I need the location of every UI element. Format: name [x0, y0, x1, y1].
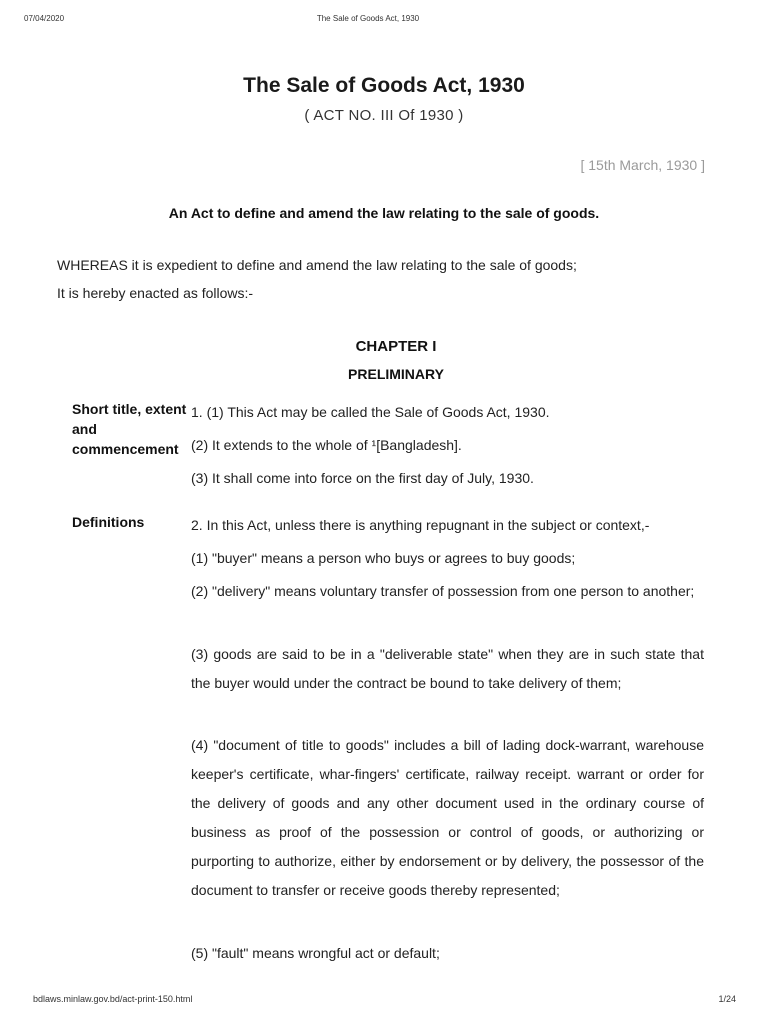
- chapter-subtitle: PRELIMINARY: [348, 366, 444, 382]
- print-page-title: The Sale of Goods Act, 1930: [316, 14, 420, 23]
- chapter-title: CHAPTER I: [355, 338, 437, 355]
- section-1-clause-3: (3) It shall come into force on the first day of July, 1930.: [191, 470, 534, 486]
- section-heading-definitions: Definitions: [72, 514, 145, 530]
- definition-buyer: (1) "buyer" means a person who buys or agrees to buy goods;: [191, 550, 576, 566]
- enactment-clause: It is hereby enacted as follows:-: [57, 285, 254, 301]
- definition-fault: (5) "fault" means wrongful act or default;: [191, 945, 440, 961]
- definition-delivery: (2) "delivery" means voluntary transfer of possession from one person to another;: [191, 583, 695, 599]
- section-1-clause-1: 1. (1) This Act may be called the Sale of Goods Act, 1930.: [191, 404, 550, 420]
- definition-document-of-title: (4) "document of title to goods" includes a bill of lading dock-warrant, warehouse keeper's certificate, whar-fingers' certificate, railway receipt. warrant or order for the delivery of goods and any other document used in the ordinary course of business as proof of the possession or control of goods, or authorizing or purporting to authorize, either by endorsement or by delivery, the possessor of the document to transfer or receive goods thereby represented;: [191, 737, 704, 898]
- section-2-intro: 2. In this Act, unless there is anything repugnant in the subject or context,-: [191, 517, 650, 533]
- section-1-clause-2: (2) It extends to the whole of ¹[Bangladesh].: [191, 437, 462, 453]
- act-number: ( ACT NO. III Of 1930 ): [304, 107, 464, 124]
- page-number: 1/24: [718, 994, 736, 1004]
- source-url: bdlaws.minlaw.gov.bd/act-print-150.html: [33, 994, 193, 1004]
- preamble: An Act to define and amend the law relating to the sale of goods.: [168, 205, 600, 221]
- act-date: [ 15th March, 1930 ]: [580, 157, 705, 173]
- section-heading-short-title: Short title, extent and commencement: [72, 401, 187, 457]
- definition-deliverable-state: (3) goods are said to be in a "deliverable state" when they are in such state that the buyer would under the contract be bound to take delivery of them;: [191, 646, 704, 691]
- whereas-clause: WHEREAS it is expedient to define and amend the law relating to the sale of goods;: [57, 257, 577, 273]
- print-date: 07/04/2020: [24, 14, 65, 23]
- document-title: The Sale of Goods Act, 1930: [243, 74, 525, 97]
